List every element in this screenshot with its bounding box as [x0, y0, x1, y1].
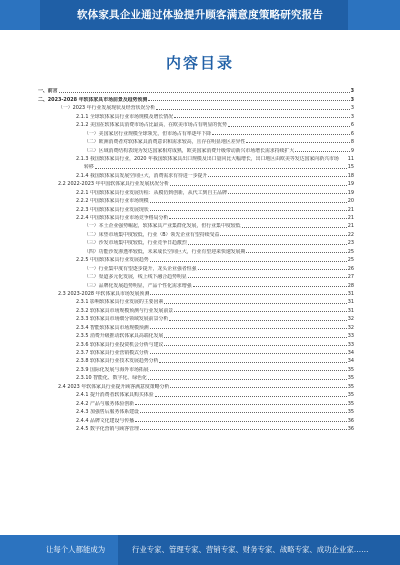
toc-entry-text: 2.2.5 中国软体家具行业发展趋势	[76, 257, 149, 264]
toc-leader-dots	[174, 117, 350, 118]
toc-entry[interactable]	[38, 322, 354, 330]
toc-entry[interactable]	[38, 272, 354, 280]
toc-page-number: 31	[347, 307, 354, 314]
toc-leader-dots	[228, 193, 347, 194]
toc-page-number: 3	[350, 105, 354, 112]
toc-leader-dots	[242, 227, 347, 228]
toc-entry[interactable]	[38, 86, 354, 94]
toc-entry-text: 转移	[84, 164, 94, 171]
toc-leader-dots	[198, 269, 347, 270]
toc-entry[interactable]	[38, 297, 354, 305]
toc-entry[interactable]	[38, 170, 354, 178]
toc-entry[interactable]	[38, 364, 354, 372]
toc-entry-text: 2.3.7 软体家具行业营销模式分析	[76, 350, 149, 356]
toc-page-number: 34	[347, 358, 354, 365]
toc-page-number: 27	[347, 274, 354, 281]
toc-leader-dots	[150, 353, 347, 354]
toc-entry-text: 2.1.4 我国软体家具发展空间巨大，消费需求有待进一步提升	[76, 172, 208, 179]
toc-entry-text: （一）行业集中度有望逐步提升，龙头企业强者恒强	[84, 265, 197, 272]
toc-entry-text: 2.4.3 加强售后服务体系建设	[76, 409, 139, 416]
toc-entry[interactable]	[38, 145, 354, 153]
toc-page-number: 6	[350, 122, 354, 129]
toc-page-number: 21	[347, 223, 354, 230]
toc-entry-text: 2.3.10 智能化、数字化、绿色化	[76, 375, 147, 382]
toc-page-number: 31	[347, 290, 354, 297]
toc-page-number: 18	[347, 172, 354, 179]
toc-entry[interactable]	[38, 120, 354, 128]
toc-entry-text: 2.2 2022-2023 年中国软体家具行业发展状况分析	[58, 181, 169, 188]
toc-entry-text: 2.2.2 中国软体家具行业市场规模	[76, 198, 149, 205]
toc-entry[interactable]	[38, 238, 354, 246]
toc-page-number: 3	[350, 96, 354, 103]
toc-page-number: 28	[347, 282, 354, 289]
toc-entry[interactable]	[38, 128, 354, 136]
toc-leader-dots	[212, 134, 350, 135]
toc-entry[interactable]	[38, 424, 354, 432]
toc-page-number: 11	[347, 155, 354, 162]
toc-entry[interactable]	[38, 94, 354, 102]
toc-page-number: 35	[347, 375, 354, 382]
toc-entry[interactable]	[38, 381, 354, 389]
toc-entry[interactable]	[38, 331, 354, 339]
toc-entry-text: 2.4.1 提升消费者软体家具购买体验	[76, 392, 154, 399]
toc-leader-dots	[246, 252, 346, 253]
toc-entry-text: （二）床垫市场集中度较低，行业（B）领先企业有望持续受益	[84, 231, 220, 238]
toc-leader-dots	[164, 303, 346, 304]
toc-page-number: 9	[350, 147, 354, 154]
toc-page-number: 19	[347, 181, 354, 188]
toc-leader-dots	[95, 168, 347, 169]
toc-page-number: 6	[350, 130, 354, 137]
toc-entry-text: 2.3.2 软体家具市场规模预测与行业发展前景	[76, 307, 174, 314]
toc-entry[interactable]	[38, 187, 354, 195]
toc-page-number: 32	[347, 324, 354, 331]
toc-page-number: 34	[347, 350, 354, 356]
footer-slogan: 让每个人都能成为	[46, 545, 106, 554]
toc-entry[interactable]	[38, 398, 354, 406]
toc-page-number: 25	[347, 248, 354, 255]
toc-entry[interactable]	[38, 111, 354, 119]
toc-entry-text: 2.2.4 中国软体家具行业市场竞争格局分析	[76, 215, 169, 221]
toc-leader-dots	[169, 320, 347, 321]
toc-leader-dots	[140, 412, 347, 413]
toc-entry[interactable]	[38, 221, 354, 229]
toc-leader-dots	[295, 151, 350, 152]
toc-page-number: 3	[350, 113, 354, 120]
toc-entry[interactable]	[38, 356, 354, 364]
toc-leader-dots	[150, 202, 347, 203]
toc-entry-text: 2.1.2 美国在软体家具消费市场占比最高，在欧美市场占有明显的优势	[76, 122, 227, 129]
toc-entry[interactable]	[38, 314, 354, 322]
toc-entry[interactable]	[38, 246, 354, 254]
toc-leader-dots	[164, 345, 346, 346]
toc-heading: 内容目录	[165, 54, 234, 72]
toc-entry[interactable]	[38, 179, 354, 187]
toc-leader-dots	[148, 379, 347, 380]
toc-leader-dots	[246, 142, 349, 143]
toc-entry[interactable]	[38, 196, 354, 204]
toc-page-number: 31	[347, 299, 354, 306]
toc-entry[interactable]	[38, 415, 354, 423]
toc-leader-dots	[135, 404, 347, 405]
toc-page-number: 33	[347, 341, 354, 348]
toc-entry-text: 2.1.3 我国软体家具行业，2020 年我国软体家具出口规模及出口量同比大幅增长，出口地区由欧美等发达国家向新兴市场	[76, 155, 339, 162]
toc-leader-dots	[156, 109, 350, 110]
toc-entry-text: 2.4.5 数字化营销与顾客管理	[76, 425, 139, 432]
page-footer	[0, 535, 400, 565]
footer-tagline: 行业专家、管理专家、营销专家、财务专家、战略专家、成功企业家……	[132, 545, 369, 554]
toc-entry[interactable]	[38, 339, 354, 347]
toc-page-number: 35	[347, 392, 354, 399]
toc-page-number: 35	[347, 409, 354, 416]
toc-page-number: 15	[347, 164, 354, 171]
toc-entry-text: 2.4 2023 年软体家具行业提升顾客满意度策略分析	[58, 383, 170, 390]
toc-leader-dots	[220, 235, 346, 236]
toc-entry-text: （三）沙发市场集中度较低，行业竞争日趋激烈	[84, 240, 187, 247]
toc-entry-text: 2.4.2 产品与服务体验创新	[76, 400, 135, 407]
toc-leader-dots	[150, 261, 347, 262]
toc-leader-dots	[228, 126, 350, 127]
toc-entry-text: 2.2.3 中国软体家具行业发展现状	[76, 206, 149, 213]
toc-leader-dots	[188, 244, 347, 245]
toc-entry-text: 一、前言	[38, 88, 58, 95]
toc-page-number: 26	[347, 265, 354, 272]
toc-entry[interactable]	[38, 373, 354, 381]
toc-leader-dots	[150, 294, 346, 295]
toc-entry[interactable]	[38, 213, 354, 221]
toc-entry[interactable]	[38, 255, 354, 263]
toc-page-number: 21	[347, 206, 354, 213]
toc-page-number: 33	[347, 333, 354, 340]
toc-entry-text: （一）2023 年行业发展现状及经营状况分析	[58, 105, 156, 112]
toc-leader-dots	[174, 311, 347, 312]
toc-leader-dots	[159, 362, 346, 363]
toc-leader-dots	[140, 429, 347, 430]
toc-leader-dots	[170, 185, 347, 186]
toc-leader-dots	[150, 328, 347, 329]
toc-page-number: 35	[347, 366, 354, 373]
toc-entry-text: 2.2.1 中国软体家具行业发展历程：从模仿到创新，从代工到自主品牌	[76, 189, 227, 196]
report-title: 软体家具企业通过体验提升顾客满意度策略研究报告	[76, 9, 324, 21]
toc-entry[interactable]	[38, 390, 354, 398]
toc-leader-dots	[208, 176, 346, 177]
toc-entry[interactable]	[38, 407, 354, 415]
toc-page-number: 23	[347, 240, 354, 247]
toc-page-number: 35	[347, 400, 354, 407]
toc-leader-dots	[59, 92, 350, 93]
page-header	[0, 0, 400, 30]
toc-leader-dots	[150, 210, 347, 211]
toc-entry-text: 2.3.6 软体家具行业投资机会分析与建议	[76, 341, 164, 348]
toc-entry-text: （二）欧洲消费者对软体家具消费意识和需求较高，且存在明显地区差异性	[84, 139, 246, 146]
toc-entry-text: 2.3.3 软体家具市场细分领域发展前景分析	[76, 316, 169, 323]
toc-page-number: 36	[347, 417, 354, 424]
toc-entry-text: （一）美国家居行业规模全球领先，但市场占有率逐年下降	[84, 130, 212, 137]
toc-page-number: 8	[350, 139, 354, 146]
toc-page-number: 19	[347, 189, 354, 196]
toc-leader-dots	[164, 337, 346, 338]
toc-entry[interactable]	[38, 280, 354, 288]
toc-entry[interactable]	[38, 103, 354, 111]
toc-entry[interactable]	[38, 229, 354, 237]
toc-entry-text: 2.3.1 影响软体家具行业发展的主要因素	[76, 299, 164, 306]
toc-entry-text: 2.3 2023-2028 年软体家具市场发展预测	[58, 290, 150, 297]
toc-entry-text: 2.4.4 品牌文化建设与传播	[76, 417, 135, 424]
toc-entry[interactable]	[38, 154, 354, 162]
toc-page-number: 20	[347, 198, 354, 205]
toc-leader-dots	[169, 218, 347, 219]
toc-entry-text: （一）本土企业强势崛起，软体家具产业集群化发展，但行业集中度较低	[84, 223, 241, 230]
toc-page-number: 25	[347, 257, 354, 264]
toc-page-number: 22	[347, 231, 354, 238]
toc-leader-dots	[150, 370, 347, 371]
toc-page-number: 35	[347, 383, 354, 390]
toc-leader-dots	[188, 277, 347, 278]
toc-leader-dots	[170, 387, 346, 388]
toc-entry[interactable]	[38, 348, 354, 356]
toc-entry-text: （三）区域消费结构表现为发达国家相对成熟，欧美国家消费升级带动新兴市场增长需求持续扩大	[84, 147, 295, 154]
toc-entry[interactable]	[38, 263, 354, 271]
toc-leader-dots	[135, 421, 347, 422]
toc-entry-text: 2.3.4 智能软体家具市场规模预测	[76, 324, 149, 331]
toc-entry-text: （三）品牌化发展趋势明显，产品个性化需求增强	[84, 282, 192, 289]
toc-page-number: 3	[350, 88, 354, 95]
toc-entry-text: 二、2023-2028 年软体家具市场前景及趋势预测	[38, 96, 148, 103]
toc-entry[interactable]	[38, 305, 354, 313]
toc-page-number: 21	[347, 215, 354, 221]
toc-leader-dots	[155, 396, 347, 397]
toc-entry-text: 2.1.1 全球软体家具行业市场规模及增长情况	[76, 113, 174, 120]
toc-entry[interactable]	[38, 204, 354, 212]
toc-entry[interactable]	[38, 162, 354, 170]
toc-entry-text: （二）渠道多元化发展，线上线下融合趋势明显	[84, 274, 187, 281]
toc-entry-text: （四）功能沙发渗透率较低，未来成长空间巨大，行业有望迎来快速发展期	[84, 248, 246, 255]
toc-page-number: 36	[347, 425, 354, 432]
toc-leader-dots	[193, 286, 347, 287]
toc-entry-text: 2.3.5 消费升级推动软体家具高端化发展	[76, 333, 164, 340]
toc-leader-dots	[148, 100, 349, 101]
toc-entry-text: 2.3.9 国际化发展与海外市场拓展	[76, 366, 149, 373]
toc-entry[interactable]	[38, 289, 354, 297]
toc-entry-text: 2.3.8 软体家具行业技术发展趋势分析	[76, 358, 159, 365]
table-of-contents	[38, 86, 354, 432]
toc-entry[interactable]	[38, 137, 354, 145]
toc-page-number: 32	[347, 316, 354, 323]
